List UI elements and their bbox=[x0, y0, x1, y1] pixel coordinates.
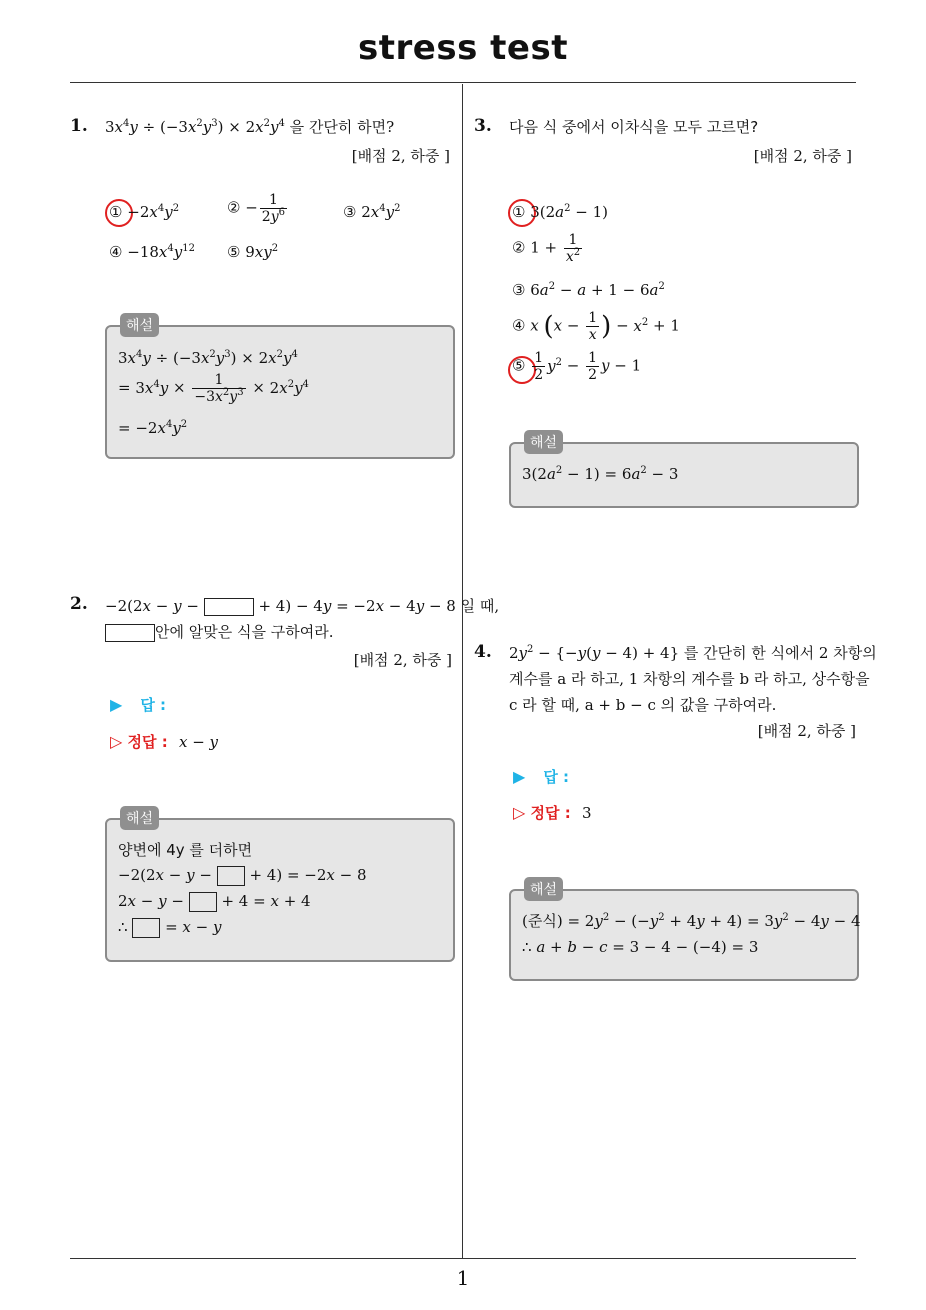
option-marker: ③ bbox=[512, 281, 526, 299]
page-number: 1 bbox=[456, 1266, 470, 1290]
q3-option-5[interactable]: ⑤ $\frac{1}{2}$ $y^2$ − $\frac{1}{2}$ y − 1 bbox=[512, 350, 642, 383]
q1-option-5[interactable]: ⑤ $9xy^2$ bbox=[227, 243, 279, 261]
answer-label-text: 답 : bbox=[543, 768, 570, 786]
option-marker: ① bbox=[109, 203, 123, 221]
option-marker: ④ bbox=[512, 316, 526, 335]
solution-3-line-1: $3(2a^2 - 1) = 6a^2 - 3$ bbox=[522, 465, 679, 483]
solution-2-line-4: ∴ = x − y bbox=[118, 918, 222, 936]
q1-option-2[interactable]: ② − $\frac{1}{2y^6}$ bbox=[227, 192, 286, 225]
question-4-text-line-2: 계수를 a 라 하고, 1 차항의 계수를 b 라 하고, 상수항을 bbox=[509, 670, 870, 688]
solution-2-line-3: 2x − y − + 4 = x + 4 bbox=[118, 892, 311, 910]
blank-box bbox=[132, 918, 160, 938]
header-rule bbox=[70, 82, 856, 83]
solution-tag-3: 해설 bbox=[524, 430, 563, 454]
question-1-meta: [배점 2, 하중 ] bbox=[351, 147, 450, 165]
question-2-text-line-2 bbox=[105, 619, 333, 645]
blank-box bbox=[204, 598, 254, 616]
correct-value: x − y bbox=[178, 733, 219, 751]
option-marker: ① bbox=[512, 203, 526, 221]
correct-label-text: 정답 : bbox=[127, 733, 168, 751]
question-2-instruction: 안에 알맞은 식을 구하여라. bbox=[155, 623, 334, 641]
q3-option-1[interactable]: ① $3(2a^2 - 1)$ bbox=[512, 203, 608, 221]
option-marker: ④ bbox=[109, 243, 123, 261]
correct-answer-2 bbox=[110, 731, 218, 752]
solution-4-line-2: ∴ a + b − c = 3 − 4 − (−4) = 3 bbox=[522, 938, 759, 956]
question-4-meta: [배점 2, 하중 ] bbox=[757, 722, 856, 740]
solution-2-line-2: −2(2x − y − + 4) = −2x − 8 bbox=[118, 866, 367, 884]
solution-1-line-3: = $-2x^4y^2$ bbox=[118, 419, 188, 437]
answer-input-label-4[interactable] bbox=[513, 766, 569, 787]
solution-tag-4: 해설 bbox=[524, 877, 563, 901]
option-marker: ⑤ bbox=[227, 243, 241, 261]
q3-option-4[interactable]: ④ x (x − $\frac{1}{x}$ ) − $x^2 + 1$ bbox=[512, 310, 680, 343]
option-marker: ② bbox=[512, 238, 526, 257]
solution-tag-2: 해설 bbox=[120, 806, 159, 830]
solution-4-prefix: (준식) bbox=[522, 912, 563, 930]
outline-triangle-icon: ▷ bbox=[513, 803, 526, 822]
question-2-meta: [배점 2, 하중 ] bbox=[353, 651, 452, 669]
q1-option-4[interactable]: ④ $-18x^4y^{12}$ bbox=[109, 243, 195, 261]
correct-label-text: 정답 : bbox=[530, 804, 571, 822]
answer-input-label-2[interactable] bbox=[110, 694, 166, 715]
q1-option-1[interactable]: ① $-2x^4y^2$ bbox=[109, 203, 180, 221]
blank-box bbox=[217, 866, 245, 886]
outline-triangle-icon: ▷ bbox=[110, 732, 123, 751]
question-4-text-line-1: $2y^2 - \{-y(y - 4) + 4\}$ 를 간단히 한 식에서 2 차항의 bbox=[509, 644, 877, 662]
question-2-text-suffix: 일 때, bbox=[460, 597, 500, 615]
question-number-2: 2. bbox=[70, 594, 88, 614]
column-divider bbox=[462, 84, 463, 1258]
solution-tag-1: 해설 bbox=[120, 313, 159, 337]
question-3-text: 다음 식 중에서 이차식을 모두 고르면? bbox=[509, 118, 759, 136]
question-4-text-line-3: c 라 할 때, a + b − c 의 값을 구하여라. bbox=[509, 696, 777, 714]
solution-4-line-1: (준식) = $2y^2 - (-y^2 + 4y + 4) = 3y^2 - 4y - 4$ bbox=[522, 912, 861, 930]
correct-value: 3 bbox=[581, 804, 592, 822]
q3-option-3[interactable]: ③ $6a^2 - a + 1 - 6a^2$ bbox=[512, 281, 665, 299]
question-2-text-line-1: −2(2x − y − + 4) − 4y = −2x − 4y − 8 일 때, bbox=[105, 597, 500, 615]
question-1-text: $3x^4y \div (-3x^2y^3) \times 2x^2y^4$ 을 간단히 하면? bbox=[105, 118, 395, 136]
page-title: stress test bbox=[358, 28, 568, 68]
question-number-4: 4. bbox=[474, 642, 492, 662]
question-4-text-suffix: 를 간단히 한 식에서 2 차항의 bbox=[683, 644, 877, 662]
solution-1-line-2: = $3x^4y$ × $\frac{1}{-3x^2y^3}$ × $2x^2y^4$ bbox=[118, 372, 309, 405]
play-triangle-icon: ▶ bbox=[513, 767, 526, 786]
blank-box bbox=[189, 892, 217, 912]
play-triangle-icon: ▶ bbox=[110, 695, 123, 714]
footer-rule bbox=[70, 1258, 856, 1259]
blank-box bbox=[105, 624, 155, 642]
option-marker: ③ bbox=[343, 203, 357, 221]
question-1-text-suffix: 을 간단히 하면? bbox=[289, 118, 395, 136]
question-number-3: 3. bbox=[474, 116, 492, 136]
solution-1-line-1: $3x^4y \div (-3x^2y^3) \times 2x^2y^4$ bbox=[118, 349, 298, 367]
option-marker: ② bbox=[227, 198, 241, 217]
answer-label-text: 답 : bbox=[140, 696, 167, 714]
solution-2-line-1: 양변에 4y 를 더하면 bbox=[118, 841, 253, 859]
q3-option-2[interactable]: ② 1 + $\frac{1}{x^2}$ bbox=[512, 232, 581, 265]
solution-box-4 bbox=[509, 889, 859, 981]
question-3-meta: [배점 2, 하중 ] bbox=[753, 147, 852, 165]
q1-option-3[interactable]: ③ $2x^4y^2$ bbox=[343, 203, 401, 221]
option-marker: ⑤ bbox=[512, 356, 526, 375]
correct-answer-4 bbox=[513, 802, 592, 823]
question-number-1: 1. bbox=[70, 116, 88, 136]
